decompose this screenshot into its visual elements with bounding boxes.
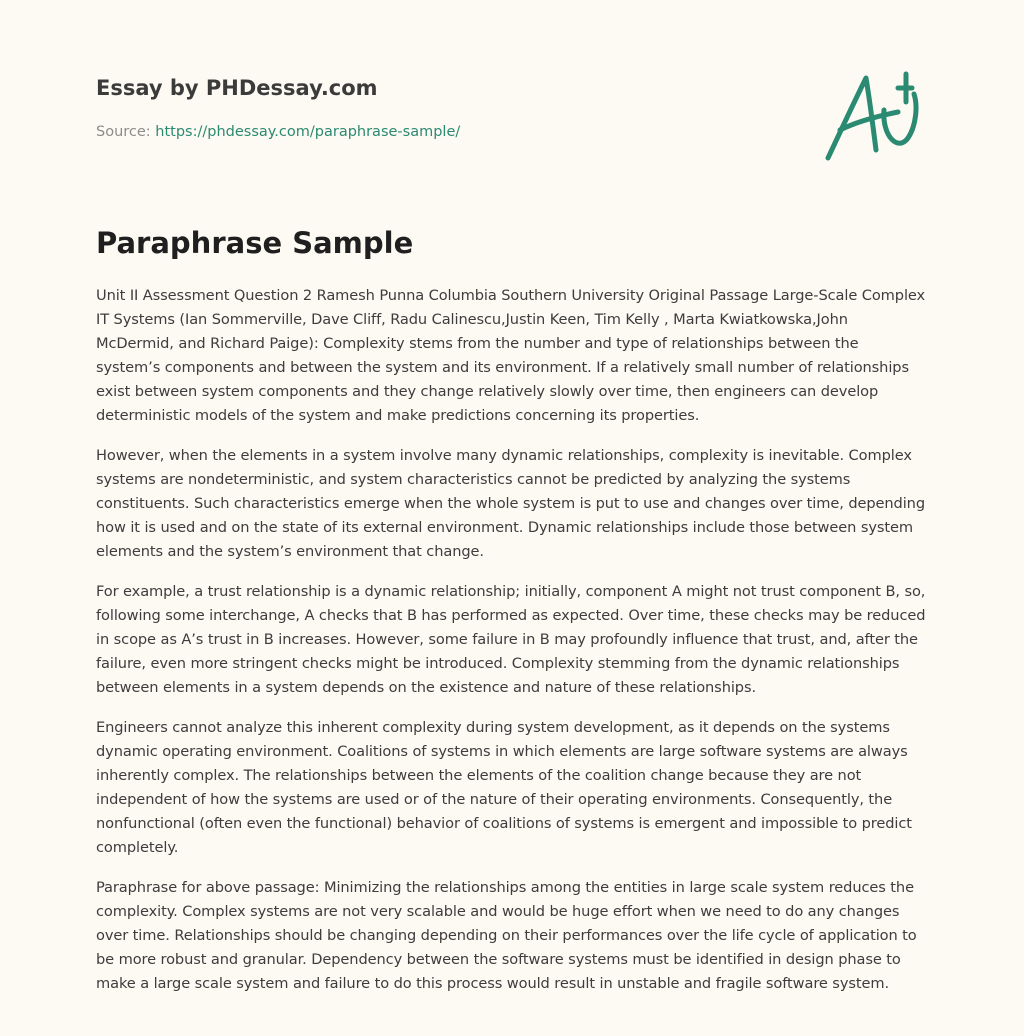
essay-title: Paraphrase Sample [96, 226, 414, 260]
essay-paragraph: Unit II Assessment Question 2 Ramesh Punna Columbia Southern University Original Passage Large-Scale Complex IT Systems (Ian Sommerville, Dave Cliff, Radu Calinescu,Justin Keen, Tim Kelly , Marta Kwiatkowska,John McDermid, and Richard Paige): Complexity stems from the number and type of relationships between the system’s components and between the system and its environment. If a relatively small number of relationships exist between system components and they change relatively slowly over time, then engineers can develop deterministic models of the system and make predictions concerning its properties. [96, 287, 926, 424]
essay-paragraph: However, when the elements in a system involve many dynamic relationships, complexity is inevitable. Complex systems are nondeterministic, and system characteristics cannot be predicted by analyzing the systems constituents. Such characteristics emerge when the whole system is put to use and changes over time, depending how it is used and on the state of its external environment. Dynamic relationships include those between system elements and the system’s environment that change. [96, 447, 925, 560]
source-link[interactable]: https://phdessay.com/paraphrase-sample/ [155, 124, 461, 140]
essay-paragraph: Engineers cannot analyze this inherent complexity during system development, as it depends on the systems dynamic operating environment. Coalitions of systems in which elements are large software systems are always inherently complex. The relationships between the elements of the coalition change because they are not independent of how the systems are used or of the nature of their operating environments. Consequently, the nonfunctional (often even the functional) behavior of coalitions of systems is emergent and impossible to predict completely. [96, 719, 912, 856]
essay-body [96, 284, 926, 1012]
source-label: Source: [96, 124, 156, 140]
essay-paragraph: For example, a trust relationship is a dynamic relationship; initially, component A might not trust component B, so, following some interchange, A checks that B has performed as expected. Over time, these checks may be reduced in scope as A’s trust in B increases. However, some failure in B may profoundly influence that trust, and, after the failure, even more stringent checks might be introduced. Complexity stemming from the dynamic relationships between elements in a system depends on the existence and nature of these relationships. [96, 583, 926, 696]
source-line [96, 124, 460, 140]
site-brand: Essay by PHDessay.com [96, 76, 378, 100]
essay-paragraph: Paraphrase for above passage: Minimizing the relationships among the entities in large scale system reduces the complexity. Complex systems are not very scalable and would be huge effort when we need to do any changes over time. Relationships should be changing depending on their performances over the life cycle of application to be more robust and granular. Dependency between the software systems must be identified in design phase to make a large scale system and failure to do this process would result in unstable and fragile software system. [96, 879, 917, 992]
a-plus-grade-icon [822, 66, 926, 166]
